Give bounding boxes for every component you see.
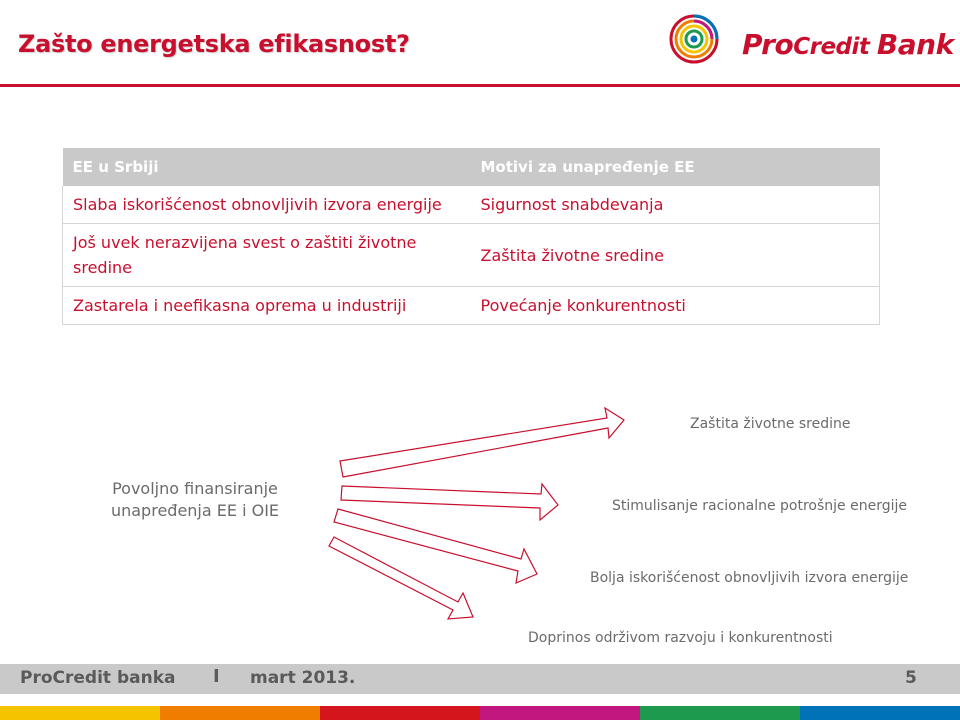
table-cell-ee: Još uvek nerazvijena svest o zaštiti životne sredine [63,224,471,287]
stripe-segment [0,706,160,720]
diagram-target-1: Zaštita životne sredine [690,416,851,432]
stripe-segment [480,706,640,720]
diagram-target-4: Doprinos održivom razvoju i konkurentnosti [528,630,833,646]
arrow-to-target-2 [341,484,558,520]
stripe-segment [160,706,320,720]
diagram-target-2: Stimulisanje racionalne potrošnje energije [612,498,907,514]
stripe-segment [640,706,800,720]
footer-separator: I [213,666,220,687]
stripe-segment [320,706,480,720]
slide-page-number: 5 [905,668,917,688]
stripe-segment [800,706,960,720]
diagram-target-3: Bolja iskorišćenost obnovljivih izvora energije [590,570,909,586]
arrow-to-target-1 [340,408,624,477]
table-header-motivi: Motivi za unapređenje EE [471,148,880,186]
footer-bank-name: ProCredit banka [20,668,176,688]
diagram-source-line-2: unapređenja EE i OIE [110,501,280,520]
table-cell-ee: Slaba iskorišćenost obnovljivih izvora energije [63,186,471,224]
table-cell-ee: Zastarela i neefikasna oprema u industriji [63,287,471,325]
brand-color-stripe [0,706,960,720]
slide-title: Zašto energetska efikasnost? [18,30,410,58]
table-cell-motiv: Zaštita životne sredine [471,224,880,287]
footer-date: mart 2013. [250,668,356,688]
table-cell-motiv: Sigurnost snabdevanja [471,186,880,224]
logo-text-pro: Pro [742,28,794,61]
logo-text-bank: Bank [876,28,954,61]
diagram-source-line-1: Povoljno finansiranje [112,479,278,498]
table-header-ee-srbija: EE u Srbiji [63,148,471,186]
logo-text-credit: Credit [793,34,870,60]
table-cell-motiv: Povećanje konkurentnosti [471,287,880,325]
arrow-to-target-3 [334,509,537,583]
